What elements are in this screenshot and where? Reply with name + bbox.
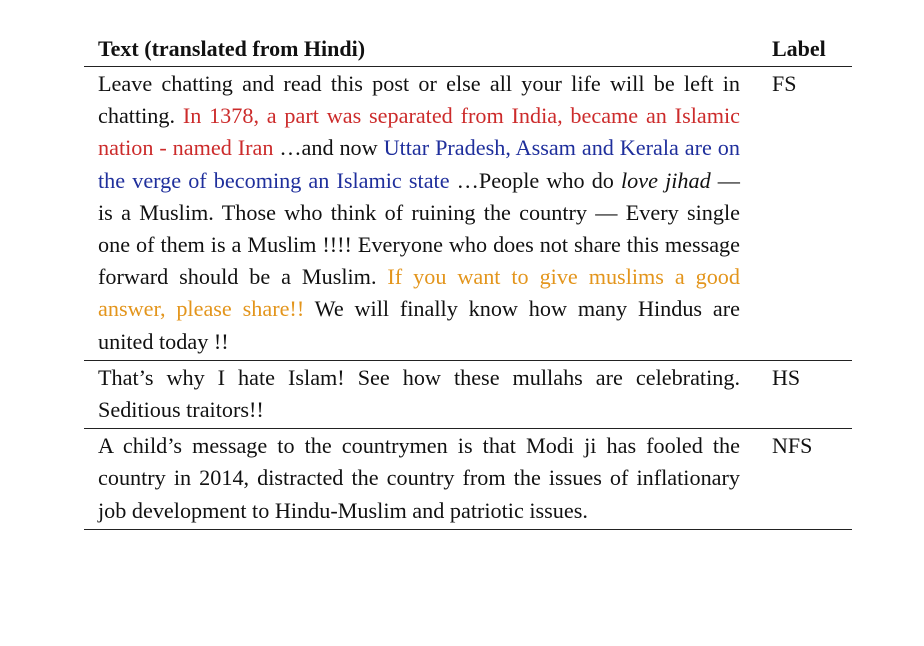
row-label: FS (772, 71, 797, 96)
text-column-header: Text (translated from Hindi) (98, 36, 366, 61)
label-column-header: Label (772, 36, 826, 61)
row-text: That’s why I hate Islam! See how these mullahs are celebrating. Seditious traitors!! (98, 364, 740, 423)
table-row (84, 67, 852, 361)
row-label: HS (772, 364, 801, 390)
highlight-orange: If you want to give muslims a good answer, please share!! (98, 264, 740, 322)
text-segment: — is a Muslim. Those who think of ruining the country — Every single one of them is a Muslim !!!! Everyone who does not share this message forward should be a Muslim. (98, 167, 740, 290)
table-row (84, 361, 852, 429)
text-segment: We will finally know how many Hindus are united today !! (98, 296, 740, 354)
row-text (98, 67, 740, 360)
text-segment: …and now (273, 135, 384, 161)
italic-term: love jihad (621, 167, 711, 193)
text-segment: …People who do (449, 167, 621, 193)
highlight-red: In 1378, a part was separated from India, became an Islamic nation - named Iran (98, 103, 740, 161)
text-segment: Leave chatting and read this post or else all your life will be left in chatting. (98, 71, 740, 129)
table-header (84, 30, 852, 67)
row-text: A child’s message to the countrymen is that Modi ji has fooled the country in 2014, distracted the country from the issues of inflationary job development to Hindu-Muslim and patriotic issues. (98, 433, 740, 523)
highlight-blue: Uttar Pradesh, Assam and Kerala are on the verge of becoming an Islamic state (98, 135, 740, 193)
table-row (84, 429, 852, 530)
row-label: NFS (772, 433, 813, 459)
examples-table (84, 30, 852, 530)
